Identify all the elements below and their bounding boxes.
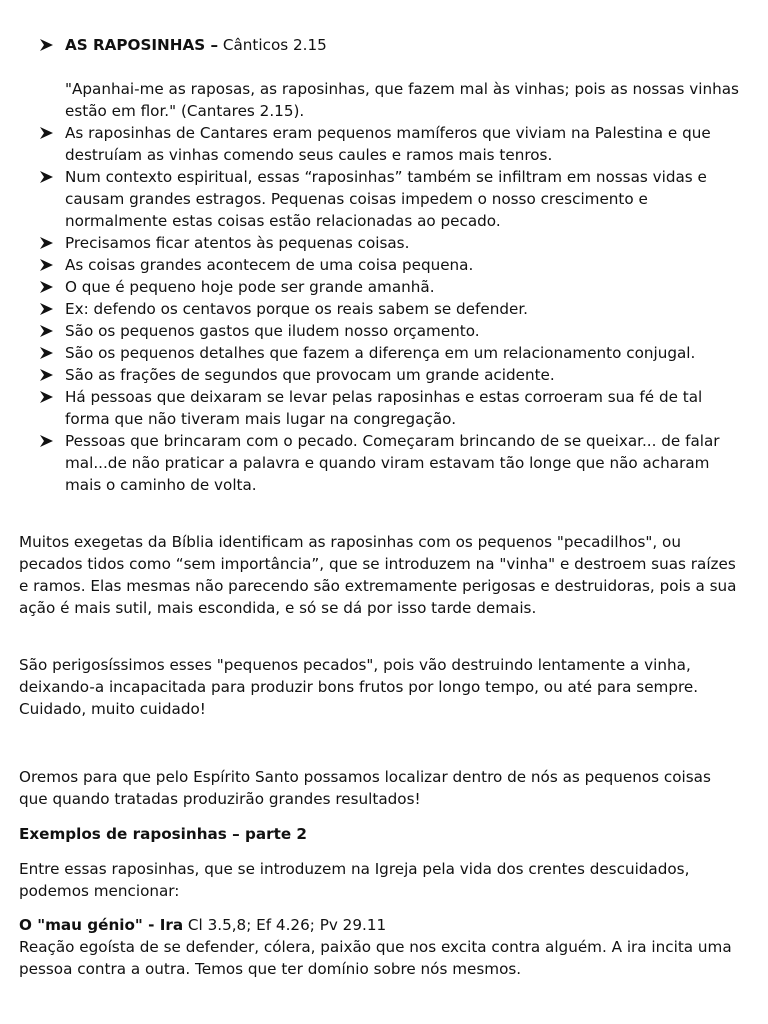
example-item-ira xyxy=(19,914,739,980)
list-item xyxy=(40,386,740,430)
arrow-bullet-icon xyxy=(40,122,56,144)
list-item xyxy=(40,298,740,320)
arrow-bullet-icon xyxy=(40,254,56,276)
example-item-title: O "mau génio" - Ira xyxy=(19,916,184,934)
list-item-text: Ex: defendo os centavos porque os reais sabem se defender. xyxy=(65,300,528,318)
list-item xyxy=(40,166,740,232)
list-item-text: São os pequenos gastos que iludem nosso orçamento. xyxy=(65,322,480,340)
arrow-bullet-icon xyxy=(40,34,56,56)
arrow-bullet-icon xyxy=(40,276,56,298)
list-item-text: Precisamos ficar atentos às pequenas coisas. xyxy=(65,234,410,252)
list-item-text: São as frações de segundos que provocam um grande acidente. xyxy=(65,366,555,384)
paragraph-intro-examples: Entre essas raposinhas, que se introduzem na Igreja pela vida dos crentes descuidados, podemos mencionar: xyxy=(19,860,690,900)
example-item-text: Reação egoísta de se defender, cólera, paixão que nos excita contra alguém. A ira incita uma pessoa contra a outra. Temos que ter domínio sobre nós mesmos. xyxy=(19,938,732,978)
list-item xyxy=(40,364,740,386)
paragraph-oremos: Oremos para que pelo Espírito Santo possamos localizar dentro de nós as pequenos coisas que quando tratadas produzirão grandes resultados! xyxy=(19,768,711,808)
arrow-bullet-icon xyxy=(40,320,56,342)
list-item-text: O que é pequeno hoje pode ser grande amanhã. xyxy=(65,278,435,296)
list-item-text: As coisas grandes acontecem de uma coisa pequena. xyxy=(65,256,474,274)
list-item-text: São os pequenos detalhes que fazem a diferença em um relacionamento conjugal. xyxy=(65,344,696,362)
list-item xyxy=(40,122,740,166)
list-item xyxy=(40,430,740,496)
paragraph-exegetas: Muitos exegetas da Bíblia identificam as raposinhas com os pequenos "pecadilhos", ou pecados tidos como “sem importância”, que se introduzem na "vinha" e destroem suas raízes e ramos. Elas mesmas não parecendo são extremamente perigosas e destruidoras, pois a sua ação é mais sutil, mais escondida, e só se dá por isso tarde demais. xyxy=(19,533,737,617)
arrow-bullet-icon xyxy=(40,430,56,452)
list-item xyxy=(40,254,740,276)
list-item xyxy=(40,320,740,342)
doc-title-reference: Cânticos 2.15 xyxy=(218,36,327,54)
bullet-list xyxy=(40,34,740,496)
list-item-text: Pessoas que brincaram com o pecado. Começaram brincando de se queixar... de falar mal...de não praticar a palavra e quando viram estavam tão longe que não acharam mais o caminho de volta. xyxy=(65,432,720,494)
arrow-bullet-icon xyxy=(40,364,56,386)
list-item-text: As raposinhas de Cantares eram pequenos mamíferos que viviam na Palestina e que destruíam as vinhas comendo seus caules e ramos mais tenros. xyxy=(65,124,711,164)
arrow-bullet-icon xyxy=(40,232,56,254)
example-item-references: Cl 3.5,8; Ef 4.26; Pv 29.11 xyxy=(183,916,387,934)
list-item xyxy=(40,342,740,364)
arrow-bullet-icon xyxy=(40,166,56,188)
list-item xyxy=(40,232,740,254)
arrow-bullet-icon xyxy=(40,386,56,408)
arrow-bullet-icon xyxy=(40,342,56,364)
list-item-text: Há pessoas que deixaram se levar pelas raposinhas e estas corroeram sua fé de tal forma que não tiveram mais lugar na congregação. xyxy=(65,388,703,428)
paragraph-perigosissimos: São perigosíssimos esses "pequenos pecados", pois vão destruindo lentamente a vinha, deixando-a incapacitada para produzir bons frutos por longo tempo, ou até para sempre. Cuidado, muito cuidado! xyxy=(19,656,699,718)
scripture-quote: "Apanhai-me as raposas, as raposinhas, que fazem mal às vinhas; pois as nossas vinhas estão em flor." (Cantares 2.15). xyxy=(65,80,739,120)
arrow-bullet-icon xyxy=(40,298,56,320)
list-item-text: Num contexto espiritual, essas “raposinhas” também se infiltram em nossas vidas e causam grandes estragos. Pequenas coisas impedem o nosso crescimento e normalmente estas coisas estão relacionadas ao pecado. xyxy=(65,168,707,230)
doc-title: AS RAPOSINHAS – xyxy=(65,36,219,54)
list-item-title xyxy=(40,34,740,56)
section-heading: Exemplos de raposinhas – parte 2 xyxy=(19,825,307,843)
list-item xyxy=(40,276,740,298)
